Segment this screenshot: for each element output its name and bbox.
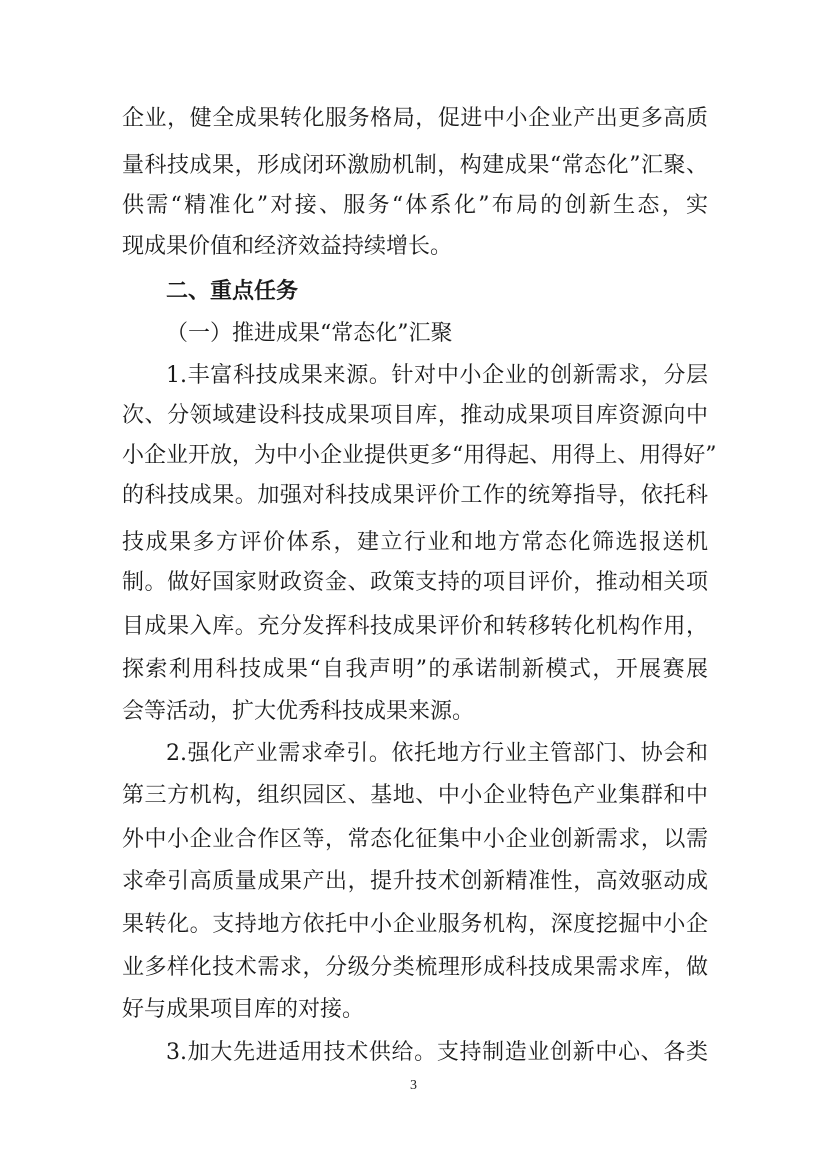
paragraph-line: 第三方机构，组织园区、基地、中小企业特色产业集群和中	[122, 783, 708, 808]
paragraph-line: 小企业开放，为中小企业提供更多“用得起、用得上、用得好”	[122, 443, 717, 468]
paragraph-line: 求牵引高质量成果产出，提升技术创新精准性，高效驱动成	[122, 869, 708, 894]
page-number: 3	[410, 1078, 417, 1093]
paragraph-line: 次、分领域建设科技成果项目库，推动成果项目库资源向中	[122, 403, 708, 428]
paragraph-line: 好与成果项目库的对接。	[122, 997, 365, 1022]
paragraph-line: 技成果多方评价体系，建立行业和地方常态化筛选报送机	[122, 530, 708, 555]
paragraph-line: 2.强化产业需求牵引。依托地方行业主管部门、协会和	[166, 741, 708, 766]
paragraph-line: 制。做好国家财政资金、政策支持的项目评价，推动相关项	[122, 570, 708, 595]
paragraph-line: 会等活动，扩大优秀科技成果来源。	[122, 699, 475, 724]
paragraph-line: 业多样化技术需求，分级分类梳理形成科技成果需求库，做	[122, 955, 708, 980]
paragraph-line: 1.丰富科技成果来源。针对中小企业的创新需求，分层	[166, 363, 708, 388]
paragraph-line: 企业，健全成果转化服务格局，促进中小企业产出更多高质	[122, 106, 708, 131]
subsection-heading: （一）推进成果“常态化”汇聚	[166, 321, 453, 346]
paragraph-line: 果转化。支持地方依托中小企业服务机构，深度挖掘中小企	[122, 912, 708, 937]
paragraph-line: 外中小企业合作区等，常态化征集中小企业创新需求，以需	[122, 827, 708, 852]
paragraph-line: 现成果价值和经济效益持续增长。	[122, 234, 453, 259]
paragraph-line: 供需“精准化”对接、服务“体系化”布局的创新生态，实	[122, 193, 708, 218]
section-heading: 二、重点任务	[166, 279, 299, 304]
paragraph-line: 目成果入库。充分发挥科技成果评价和转移转化机构作用，	[122, 614, 708, 639]
paragraph-line: 量科技成果，形成闭环激励机制，构建成果“常态化”汇聚、	[122, 153, 708, 178]
paragraph-line: 的科技成果。加强对科技成果评价工作的统筹指导，依托科	[122, 483, 708, 508]
paragraph-line: 3.加大先进适用技术供给。支持制造业创新中心、各类	[166, 1040, 708, 1065]
paragraph-line: 探索利用科技成果“自我声明”的承诺制新模式，开展赛展	[122, 657, 708, 682]
